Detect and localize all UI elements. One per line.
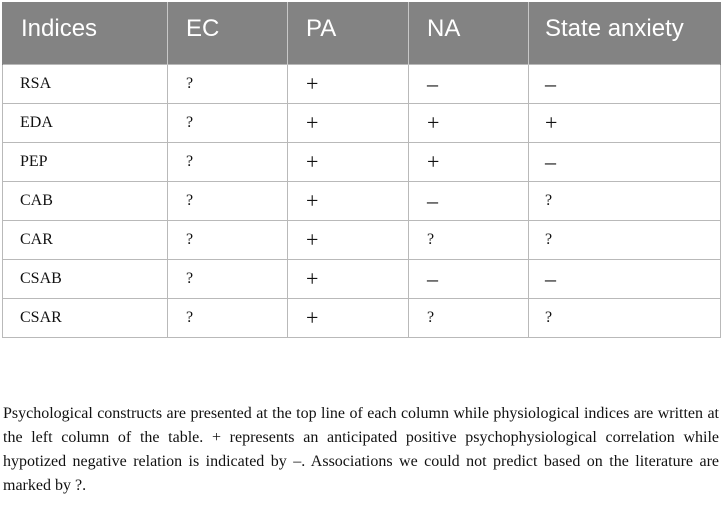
cell-pa: + xyxy=(288,103,409,142)
cell-ec: ? xyxy=(168,220,288,259)
indices-table xyxy=(2,2,721,338)
cell-na: – xyxy=(409,64,529,103)
table-row xyxy=(3,259,721,298)
cell-indices: CSAB xyxy=(3,259,168,298)
header-state-anxiety: State anxiety xyxy=(529,2,721,64)
table-body xyxy=(3,64,721,337)
cell-state-anxiety: – xyxy=(529,142,721,181)
cell-ec: ? xyxy=(168,142,288,181)
cell-na: + xyxy=(409,103,529,142)
header-row xyxy=(3,2,721,64)
header-ec: EC xyxy=(168,2,288,64)
table-row xyxy=(3,103,721,142)
cell-indices: EDA xyxy=(3,103,168,142)
cell-na: – xyxy=(409,259,529,298)
cell-indices: CSAR xyxy=(3,298,168,337)
cell-state-anxiety: – xyxy=(529,64,721,103)
table-row xyxy=(3,64,721,103)
cell-state-anxiety: ? xyxy=(529,181,721,220)
table-header xyxy=(3,2,721,64)
cell-state-anxiety: + xyxy=(529,103,721,142)
cell-indices: CAR xyxy=(3,220,168,259)
table-row xyxy=(3,220,721,259)
header-pa: PA xyxy=(288,2,409,64)
cell-pa: + xyxy=(288,64,409,103)
header-indices: Indices xyxy=(3,2,168,64)
cell-na: ? xyxy=(409,220,529,259)
header-na: NA xyxy=(409,2,529,64)
table-row xyxy=(3,142,721,181)
cell-na: ? xyxy=(409,298,529,337)
cell-pa: + xyxy=(288,181,409,220)
cell-pa: + xyxy=(288,298,409,337)
cell-state-anxiety: ? xyxy=(529,220,721,259)
cell-state-anxiety: ? xyxy=(529,298,721,337)
cell-pa: + xyxy=(288,142,409,181)
cell-na: + xyxy=(409,142,529,181)
cell-ec: ? xyxy=(168,298,288,337)
cell-pa: + xyxy=(288,259,409,298)
cell-ec: ? xyxy=(168,181,288,220)
cell-ec: ? xyxy=(168,103,288,142)
cell-na: – xyxy=(409,181,529,220)
cell-pa: + xyxy=(288,220,409,259)
table-footnote: Psychological constructs are presented at the top line of each column while physiological indices are written at the left column of the table. + represents an anticipated positive psychophysiological correlation while hypotized negative relation is indicated by –. Associations we could not predict based on the literature are marked by ?. xyxy=(3,405,719,494)
cell-indices: PEP xyxy=(3,142,168,181)
cell-ec: ? xyxy=(168,64,288,103)
table-row xyxy=(3,298,721,337)
cell-indices: RSA xyxy=(3,64,168,103)
cell-ec: ? xyxy=(168,259,288,298)
indices-table-container xyxy=(2,2,720,338)
table-row xyxy=(3,181,721,220)
cell-indices: CAB xyxy=(3,181,168,220)
cell-state-anxiety: – xyxy=(529,259,721,298)
